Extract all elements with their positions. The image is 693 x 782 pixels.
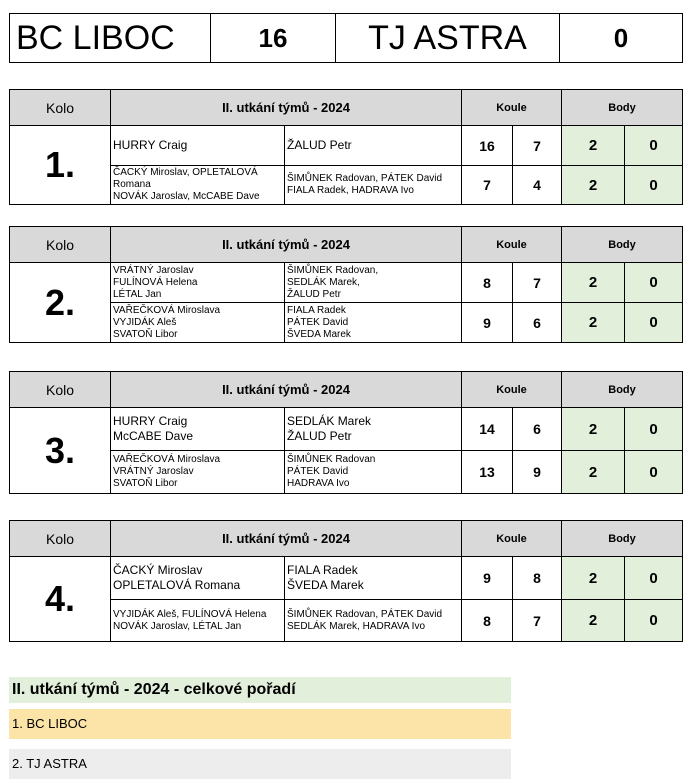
round-number: 1. bbox=[10, 126, 111, 205]
round-number: 2. bbox=[10, 263, 111, 343]
column-koule: Koule bbox=[462, 90, 562, 126]
koule-away: 4 bbox=[513, 166, 562, 205]
koule-home: 13 bbox=[462, 451, 513, 494]
body-away: 0 bbox=[625, 263, 683, 303]
column-kolo: Kolo bbox=[10, 227, 111, 263]
home-team-name: BC LIBOC bbox=[10, 14, 211, 63]
koule-home: 16 bbox=[462, 126, 513, 166]
body-away: 0 bbox=[625, 557, 683, 600]
round-number: 4. bbox=[10, 557, 111, 642]
home-players: HURRY Craig bbox=[111, 126, 285, 166]
home-players: HURRY Craig McCABE Dave bbox=[111, 408, 285, 451]
score-header bbox=[9, 13, 683, 63]
column-title: II. utkání týmů - 2024 bbox=[111, 521, 462, 557]
away-players: ŠIMŮNEK Radovan, PÁTEK David SEDLÁK Marek, HADRAVA Ivo bbox=[285, 600, 462, 642]
body-home: 2 bbox=[562, 408, 625, 451]
away-players: ŠIMŮNEK Radovan, PÁTEK David FIALA Radek, HADRAVA Ivo bbox=[285, 166, 462, 205]
koule-away: 7 bbox=[513, 600, 562, 642]
away-players: FIALA Radek ŠVEDA Marek bbox=[285, 557, 462, 600]
column-body: Body bbox=[562, 521, 683, 557]
standings-row-1: 1. BC LIBOC bbox=[9, 709, 511, 739]
round-table-1 bbox=[9, 89, 683, 205]
koule-away: 7 bbox=[513, 126, 562, 166]
koule-home: 14 bbox=[462, 408, 513, 451]
round-table-2 bbox=[9, 226, 683, 343]
column-kolo: Kolo bbox=[10, 90, 111, 126]
round-table-3 bbox=[9, 371, 683, 494]
koule-home: 7 bbox=[462, 166, 513, 205]
body-home: 2 bbox=[562, 600, 625, 642]
koule-away: 8 bbox=[513, 557, 562, 600]
away-players: ŠIMŮNEK Radovan PÁTEK David HADRAVA Ivo bbox=[285, 451, 462, 494]
body-home: 2 bbox=[562, 166, 625, 205]
column-body: Body bbox=[562, 227, 683, 263]
body-home: 2 bbox=[562, 263, 625, 303]
home-players: VRÁTNÝ Jaroslav FULÍNOVÁ Helena LÉTAL Jan bbox=[111, 263, 285, 303]
body-away: 0 bbox=[625, 166, 683, 205]
round-number: 3. bbox=[10, 408, 111, 494]
koule-home: 8 bbox=[462, 600, 513, 642]
standings-title: II. utkání týmů - 2024 - celkové pořadí bbox=[9, 677, 511, 703]
column-kolo: Kolo bbox=[10, 521, 111, 557]
koule-away: 6 bbox=[513, 303, 562, 343]
body-home: 2 bbox=[562, 557, 625, 600]
koule-away: 7 bbox=[513, 263, 562, 303]
column-title: II. utkání týmů - 2024 bbox=[111, 227, 462, 263]
body-away: 0 bbox=[625, 303, 683, 343]
standings-row-2: 2. TJ ASTRA bbox=[9, 749, 511, 779]
away-team-score: 0 bbox=[560, 14, 683, 63]
body-away: 0 bbox=[625, 408, 683, 451]
home-players: VYJIDÁK Aleš, FULÍNOVÁ Helena NOVÁK Jaroslav, LÉTAL Jan bbox=[111, 600, 285, 642]
away-players: SEDLÁK Marek ŽALUD Petr bbox=[285, 408, 462, 451]
body-home: 2 bbox=[562, 451, 625, 494]
away-team-name: TJ ASTRA bbox=[336, 14, 560, 63]
body-home: 2 bbox=[562, 126, 625, 166]
body-away: 0 bbox=[625, 600, 683, 642]
home-team-score: 16 bbox=[211, 14, 336, 63]
round-table-4 bbox=[9, 520, 683, 642]
column-title: II. utkání týmů - 2024 bbox=[111, 372, 462, 408]
body-home: 2 bbox=[562, 303, 625, 343]
koule-home: 9 bbox=[462, 557, 513, 600]
column-kolo: Kolo bbox=[10, 372, 111, 408]
home-players: ČACKÝ Miroslav OPLETALOVÁ Romana bbox=[111, 557, 285, 600]
koule-home: 8 bbox=[462, 263, 513, 303]
column-koule: Koule bbox=[462, 372, 562, 408]
koule-away: 9 bbox=[513, 451, 562, 494]
away-players: ŽALUD Petr bbox=[285, 126, 462, 166]
home-players: VAŘEČKOVÁ Miroslava VRÁTNÝ Jaroslav SVATOŇ Libor bbox=[111, 451, 285, 494]
away-players: ŠIMŮNEK Radovan, SEDLÁK Marek, ŽALUD Petr bbox=[285, 263, 462, 303]
column-title: II. utkání týmů - 2024 bbox=[111, 90, 462, 126]
column-koule: Koule bbox=[462, 521, 562, 557]
koule-home: 9 bbox=[462, 303, 513, 343]
column-body: Body bbox=[562, 90, 683, 126]
home-players: VAŘEČKOVÁ Miroslava VYJIDÁK Aleš SVATOŇ Libor bbox=[111, 303, 285, 343]
home-players: ČACKÝ Miroslav, OPLETALOVÁ Romana NOVÁK Jaroslav, McCABE Dave bbox=[111, 166, 285, 205]
column-body: Body bbox=[562, 372, 683, 408]
koule-away: 6 bbox=[513, 408, 562, 451]
column-koule: Koule bbox=[462, 227, 562, 263]
away-players: FIALA Radek PÁTEK David ŠVEDA Marek bbox=[285, 303, 462, 343]
body-away: 0 bbox=[625, 451, 683, 494]
body-away: 0 bbox=[625, 126, 683, 166]
